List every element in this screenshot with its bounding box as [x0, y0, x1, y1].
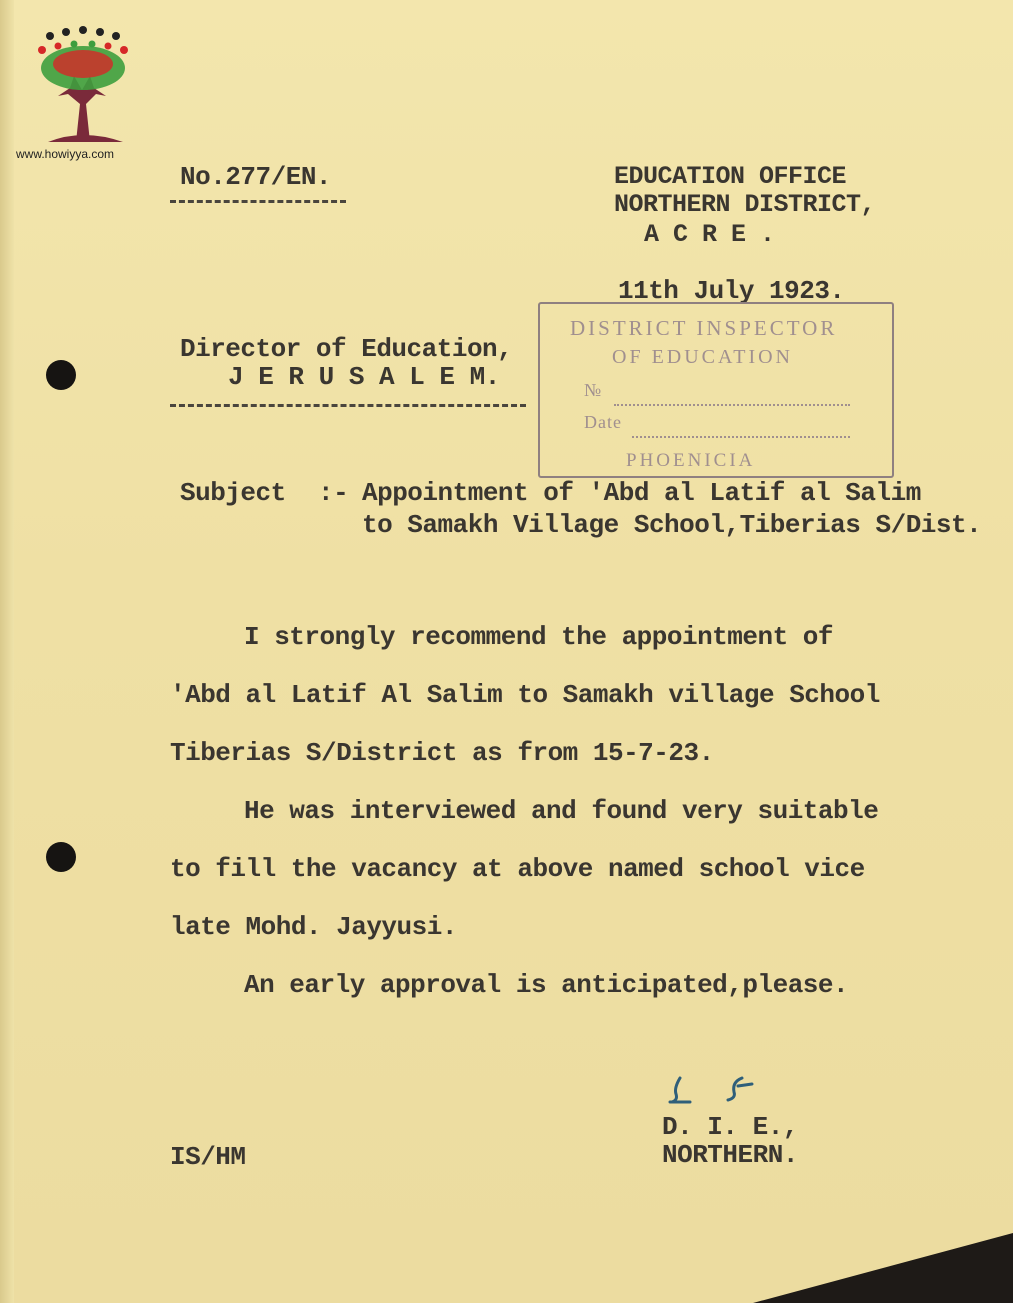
letter-date: 11th July 1923. [618, 276, 845, 306]
subject-separator: :- [318, 478, 349, 508]
recipient-line-2: J E R U S A L E M. [228, 362, 500, 392]
watermark-url: www.howiyya.com [16, 147, 115, 161]
recipient-underline [170, 404, 526, 407]
stamp-date-line [632, 436, 850, 438]
office-line-1: EDUCATION OFFICE [614, 162, 847, 191]
tree-of-people-logo-icon [28, 24, 138, 142]
reference-number: No.277/EN. [180, 162, 332, 192]
body-line-3: Tiberias S/District as from 15-7-23. [170, 738, 714, 768]
recipient-line-1: Director of Education, [180, 334, 513, 364]
body-line-1: I strongly recommend the appointment of [244, 622, 833, 652]
punch-hole-top [46, 360, 76, 390]
district-inspector-stamp [538, 302, 894, 478]
stamp-number-label: № [584, 380, 602, 400]
stamp-number-line [614, 404, 850, 406]
subject-label: Subject [180, 478, 286, 508]
subject-line-1: Appointment of 'Abd al Latif al Salim [362, 478, 921, 508]
body-line-5: to fill the vacancy at above named school vice [170, 854, 865, 884]
punch-hole-bottom [46, 842, 76, 872]
body-line-4: He was interviewed and found very suitable [244, 796, 879, 826]
signatory-line-2: NORTHERN. [662, 1140, 798, 1170]
scan-corner-shadow [753, 1233, 1013, 1303]
stamp-place: PHOENICIA [626, 450, 756, 471]
reference-underline [170, 200, 346, 203]
typist-initials: IS/HM [170, 1142, 246, 1172]
office-line-2: NORTHERN DISTRICT, [614, 190, 876, 219]
paper-edge [0, 0, 14, 1303]
office-line-3: A C R E . [644, 220, 775, 249]
stamp-line-1: DISTRICT INSPECTOR [570, 316, 838, 340]
stamp-date-label: Date [584, 412, 622, 432]
body-line-7: An early approval is anticipated,please. [244, 970, 849, 1000]
subject-line-2: to Samakh Village School,Tiberias S/Dist. [362, 510, 982, 540]
signatory-line-1: D. I. E., [662, 1112, 798, 1142]
body-line-2: 'Abd al Latif Al Salim to Samakh village School [170, 680, 880, 710]
body-line-6: late Mohd. Jayyusi. [170, 912, 457, 942]
stamp-line-2: OF EDUCATION [612, 346, 793, 368]
handwritten-signature [668, 1072, 768, 1108]
